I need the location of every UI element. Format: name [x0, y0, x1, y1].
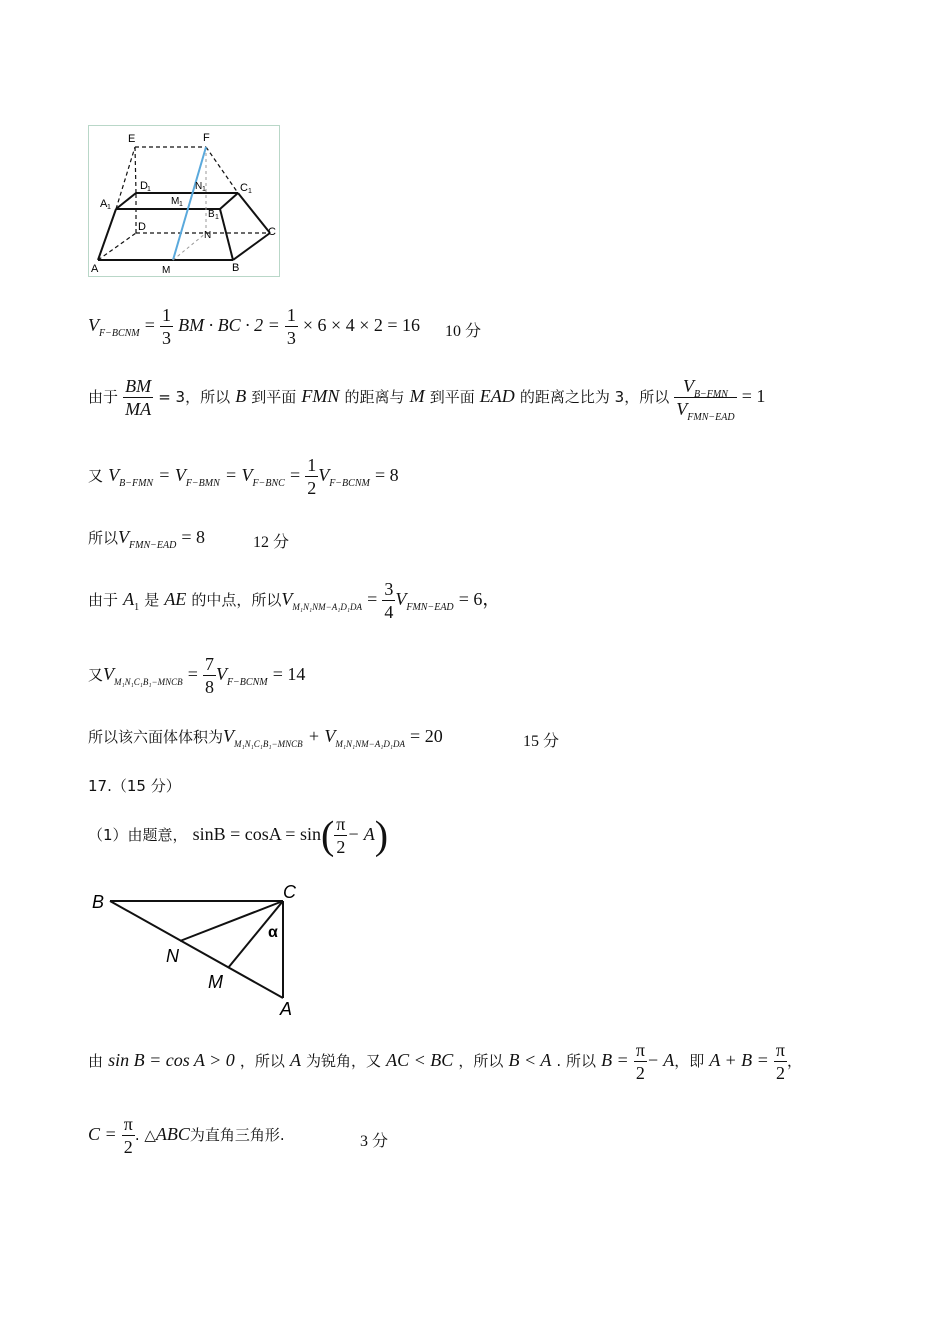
label-C1-sub: 1: [248, 188, 252, 195]
label-B1-sub: 1: [215, 214, 219, 221]
label-F: F: [203, 132, 210, 144]
label-C: C: [268, 226, 276, 238]
part-1-conclusion: C = $\frac{\pi}{2}$ . △ABC为直角三角形.: [88, 1114, 285, 1157]
fraction: $\frac{\pi}{2}$: [336, 814, 346, 857]
fraction: $\frac{\pi}{2}$: [123, 1114, 133, 1157]
eq-total-volume: 所以该六面体体积为$V_{M_1N_1C_1B_1-MNCB} + V_{M_1N_1NM-A_1D_1DA} = 20$: [88, 726, 443, 749]
label-E: E: [128, 133, 136, 145]
label-A: A: [91, 263, 99, 275]
fraction: $\frac{7}{8}$: [204, 654, 214, 697]
label-D1-sub: 1: [147, 186, 151, 193]
eq-volume-f-bcnm: $V_{F-BCNM}$ = $\frac{1}{3}$ BM · BC · 2 = $\frac{1}{3}$ × 6 × 4 × 2 = 16: [88, 305, 421, 348]
fraction: $\frac{\pi}{2}$: [775, 1040, 785, 1083]
fraction: $\frac{3}{4}$: [384, 579, 394, 622]
eq-volume-14: 又$V_{M_1N_1C_1B_1-MNCB}$ = $\frac{7}{8}$ $V_{F-BCNM} = 14$: [88, 654, 306, 697]
label-alpha: α: [268, 924, 278, 941]
figure-triangle: [88, 880, 308, 1020]
label-A: A: [280, 999, 293, 1019]
eq-volume-fmn-ead: 所以$V_{FMN-EAD} = 8$: [88, 527, 206, 551]
question-17-title: 17.（15 分）: [88, 777, 181, 795]
label-D1: D: [140, 180, 148, 192]
triangle-svg: [88, 880, 308, 1020]
label-N: N: [204, 230, 212, 241]
fraction: $\frac{\pi}{2}$: [635, 1040, 645, 1083]
part-1-statement: （1）由题意， sinB = cosA = sin( $\frac{\pi}{2}$ − A): [88, 812, 389, 858]
fraction: $\frac{BM}{MA}$: [125, 376, 152, 419]
figure-frustum: [88, 125, 280, 277]
label-M: M: [162, 265, 171, 276]
label-A1: A: [100, 198, 108, 210]
score-15: 15 分: [523, 733, 560, 750]
label-B1: B: [208, 209, 215, 220]
score-12: 12 分: [253, 534, 290, 551]
label-D: D: [138, 221, 146, 233]
score-10: 10 分: [445, 323, 482, 340]
part-1-reasoning: 由 sin B = cos A > 0 ，所以 A 为锐角，又 AC < BC ，所以 B < A . 所以 B = $\frac{\pi}{2}$ − A，即 A + B = $\frac{\pi}{2}$ ，: [88, 1040, 803, 1083]
eq-midpoint: 由于 $A_1$ 是 AE 的中点，所以$V_{M_1N_1NM-A_1D_1DA}$ = $\frac{3}{4}$ $V_{FMN-EAD} = 6$，: [88, 579, 501, 622]
label-C: C: [283, 882, 296, 902]
label-M: M: [208, 972, 223, 992]
eq-volume-chain: 又 $V_{B-FMN} = V_{F-BMN} = V_{F-BNC}$ = $\frac{1}{2}$ $V_{F-BCNM} = 8$: [88, 455, 399, 498]
fraction: $\frac{1}{2}$: [307, 455, 317, 498]
label-M1: M: [171, 196, 180, 207]
label-C1: C: [240, 182, 248, 194]
label-M1-sub: 1: [179, 201, 183, 208]
label-N1: N: [195, 181, 203, 192]
score-3: 3 分: [360, 1133, 389, 1150]
label-N: N: [166, 946, 179, 966]
label-B: B: [92, 892, 105, 912]
label-N1-sub: 1: [202, 186, 206, 193]
frustum-svg: [88, 125, 280, 277]
fraction: $\frac{1}{3}$: [161, 305, 171, 348]
fraction: $\frac{1}{3}$: [286, 305, 296, 348]
fraction: $\frac{V_{B-FMN}}{V_{FMN-EAD}}$: [676, 376, 735, 423]
label-A1-sub: 1: [107, 204, 111, 211]
label-B: B: [232, 262, 240, 274]
eq-ratio: 由于 $\frac{BM}{MA}$ = 3，所以 B 到平面 FMN 的距离与 M 到平面 EAD 的距离之比为 3，所以 $\frac{V_{B-FMN}}{V_{FMN-EAD}}$ = 1: [88, 376, 766, 423]
